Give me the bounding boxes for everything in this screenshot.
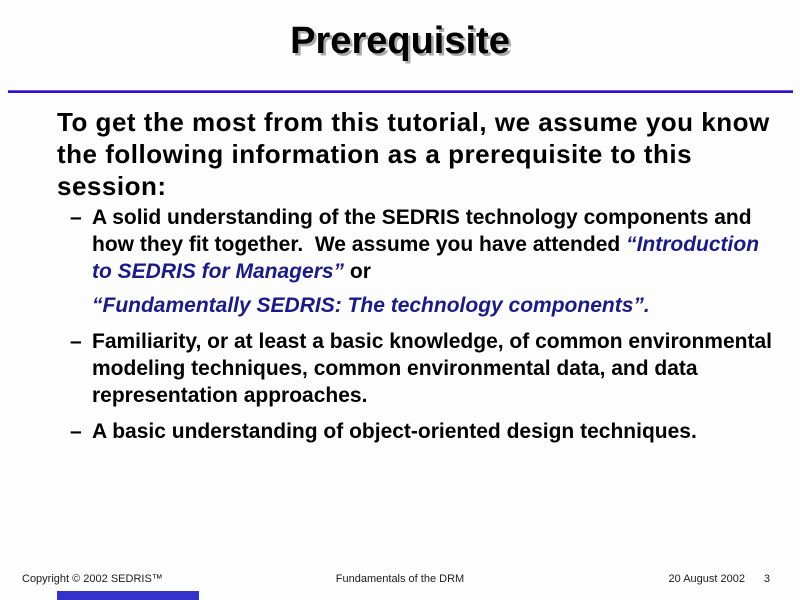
bullet-1-after-quote: or — [344, 260, 371, 283]
footer-document-title: Fundamentals of the DRM — [335, 573, 465, 585]
footer-copyright: Copyright © 2002 SEDRIS™ — [22, 573, 163, 585]
bullet-1-course-quote: “Introduction to SEDRIS for Managers” — [92, 233, 765, 283]
bullet-1-course-quote-2: “Fundamentally SEDRIS: The technology components”. — [92, 294, 650, 317]
page-title: Prerequisite — [290, 20, 510, 62]
dash-bullet-icon: – — [70, 420, 82, 443]
bullet-item-2 — [70, 328, 776, 409]
bullet-item-1 — [70, 204, 776, 319]
footer-page-number: 3 — [763, 573, 770, 585]
bullet-1-body — [92, 204, 776, 319]
title-underline-rule — [8, 90, 793, 93]
bullet-item-3 — [70, 418, 776, 445]
slide-footer — [0, 573, 800, 587]
slide-progress-bar — [57, 591, 199, 600]
bullet-1-text: A solid understanding of the SEDRIS technology components and how they fit together. We assume you have attended — [92, 206, 758, 256]
bullet-3-text: A basic understanding of object-oriented design techniques. — [92, 420, 697, 443]
dash-bullet-icon: – — [70, 330, 82, 353]
footer-date: 20 August 2002 — [668, 573, 745, 585]
intro-paragraph: To get the most from this tutorial, we assume you know the following information as a prerequisite to this session: — [57, 107, 778, 201]
dash-bullet-icon: – — [70, 206, 82, 229]
bullet-list — [70, 204, 776, 454]
bullet-2-text: Familiarity, or at least a basic knowledge, of common environmental modeling techniques, common environmental data, and data representation approaches. — [92, 330, 778, 407]
